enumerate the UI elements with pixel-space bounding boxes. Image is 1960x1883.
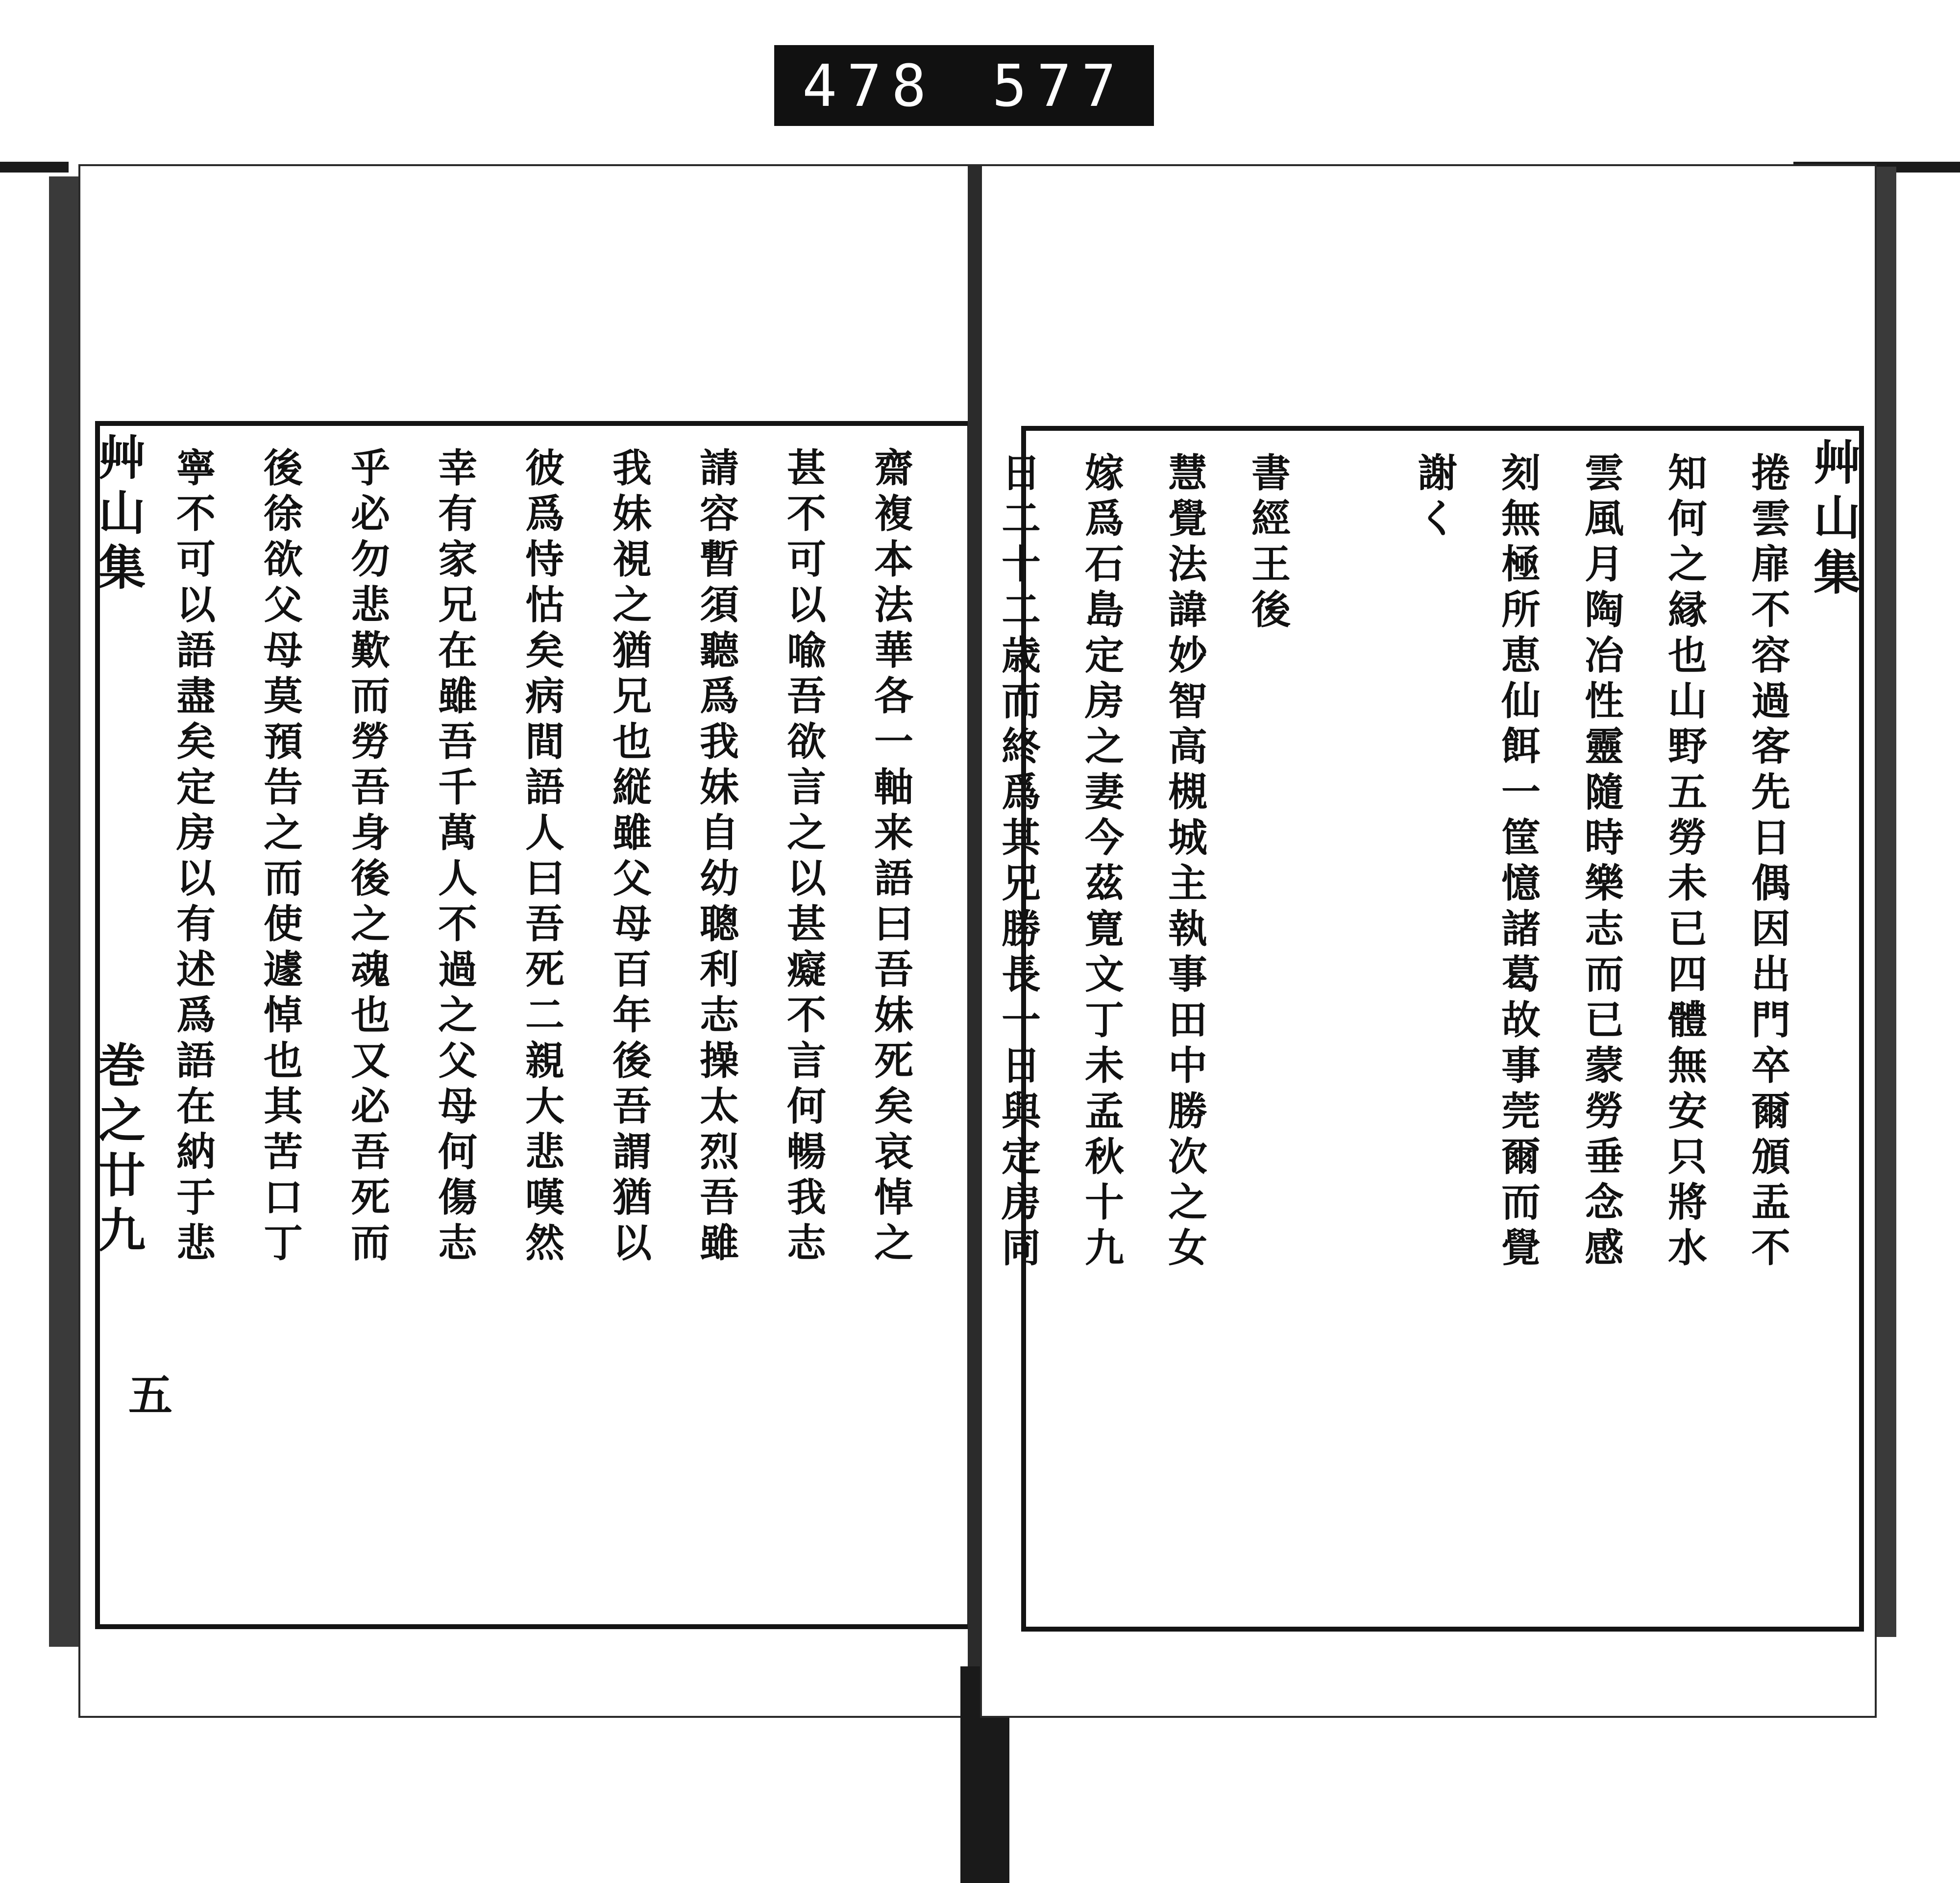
text-column: 寧 不 可 以 語 盡 矣 定 房 以 有 述 爲 語 在 納 于 悲 bbox=[176, 445, 216, 1266]
text-column: 慧 覺 法 諱 妙 智 高 槻 城 主 執 事 田 中 勝 次 之 女 bbox=[1168, 450, 1207, 1271]
archive-frame-label bbox=[774, 45, 1154, 126]
text-column: 捲 雲 扉 不 容 過 客 先 日 偶 因 出 門 卒 爾 頒 盂 不 bbox=[1751, 450, 1790, 1271]
text-column: 乎 必 勿 悲 歎 而 勞 吾 身 後 之 魂 也 又 必 吾 死 而 bbox=[351, 445, 390, 1266]
text-column: 我 妹 視 之 猶 兄 也 縦 雖 父 母 百 年 後 吾 謂 猶 以 bbox=[612, 445, 652, 1266]
left-page-number: 五 bbox=[121, 1372, 172, 1416]
frame-number-right: 577 bbox=[992, 51, 1126, 120]
text-column: 齋 複 本 法 華 各 一 軸 来 語 曰 吾 妹 死 矣 哀 悼 之 bbox=[874, 445, 913, 1266]
text-column: 刻 無 極 所 恵 仙 餌 一 筐 憶 諸 葛 故 事 莞 爾 而 覺 bbox=[1501, 450, 1541, 1271]
frame-number-left: 478 bbox=[802, 51, 936, 120]
left-page-margin-title: 艸 山 集 bbox=[98, 430, 146, 595]
left-page-margin-volume: 巻 之 廿 九 bbox=[98, 1038, 146, 1258]
text-column: 後 徐 欲 父 母 莫 預 告 之 而 使 遽 悼 也 其 苦 口 丁 bbox=[264, 445, 303, 1266]
text-column: 日 二 十 二 歳 而 終 爲 其 兄 勝 長 一 日 與 定 房 同 bbox=[1002, 450, 1041, 1271]
text-column: 謝 く bbox=[1418, 450, 1457, 542]
right-page-border bbox=[1002, 426, 1864, 1632]
text-column: 書 經 王 後 bbox=[1251, 450, 1291, 633]
text-column: 甚 不 可 以 喩 吾 欲 言 之 以 甚 癡 不 言 何 暢 我 志 bbox=[787, 445, 826, 1266]
right-page-margin-title: 艸 山 集 bbox=[1813, 435, 1861, 600]
text-column: 知 何 之 縁 也 山 野 五 勞 未 已 四 體 無 安 只 將 水 bbox=[1668, 450, 1707, 1271]
left-edge-rule bbox=[0, 162, 69, 173]
text-column: 幸 有 家 兄 在 雖 吾 千 萬 人 不 過 之 父 母 何 傷 志 bbox=[438, 445, 477, 1266]
text-column: 嫁 爲 石 島 定 房 之 妻 今 茲 寛 文 丁 未 孟 秋 十 九 bbox=[1085, 450, 1124, 1271]
text-column: 請 容 暫 須 聽 爲 我 妹 自 幼 聰 利 志 操 太 烈 吾 雖 bbox=[700, 445, 739, 1266]
right-page bbox=[980, 164, 1877, 1718]
text-column: 雲 風 月 陶 冶 性 靈 隨 時 樂 志 而 已 蒙 勞 垂 念 感 bbox=[1585, 450, 1624, 1271]
left-page bbox=[78, 164, 975, 1718]
left-page-border bbox=[95, 421, 972, 1629]
text-column: 彼 爲 恃 怙 矣 病 間 語 人 曰 吾 死 二 親 大 悲 嘆 然 bbox=[525, 445, 564, 1266]
